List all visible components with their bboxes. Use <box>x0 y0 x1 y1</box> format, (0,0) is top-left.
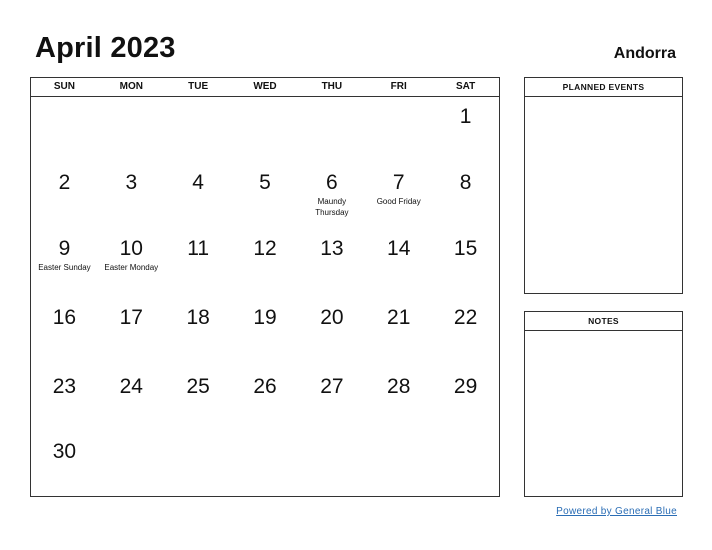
holiday-label: Good Friday <box>376 197 421 206</box>
day-cell <box>31 97 98 163</box>
weekday-mon: MON <box>119 81 143 92</box>
day-number: 19 <box>253 306 277 329</box>
day-cell <box>365 432 432 497</box>
day-number: 13 <box>320 237 344 260</box>
day-cell <box>298 163 365 229</box>
planned-events-panel <box>524 77 683 294</box>
day-cell <box>298 298 365 367</box>
holiday-label: Easter Sunday <box>38 263 91 272</box>
day-cell <box>232 163 299 229</box>
day-cell <box>232 97 299 163</box>
day-cell <box>31 298 98 367</box>
day-number: 22 <box>453 306 478 329</box>
day-cell <box>432 97 499 163</box>
day-number: 5 <box>259 171 271 194</box>
day-number: 17 <box>119 306 143 329</box>
day-cell <box>365 298 432 367</box>
day-number: 23 <box>52 375 77 398</box>
day-cell <box>165 367 232 432</box>
day-number: 12 <box>253 237 277 260</box>
day-cell <box>232 432 299 497</box>
calendar-grid <box>30 77 500 497</box>
day-number: 18 <box>186 306 210 329</box>
calendar-week-row <box>31 163 499 229</box>
calendar-week-row <box>31 367 499 432</box>
notes-panel <box>524 311 683 497</box>
day-number: 27 <box>320 375 344 398</box>
day-number: 15 <box>453 237 478 260</box>
weekday-header-row <box>31 78 499 97</box>
day-number: 28 <box>387 375 411 398</box>
day-number: 26 <box>253 375 277 398</box>
day-cell <box>298 97 365 163</box>
day-cell <box>31 432 98 497</box>
calendar-week-row <box>31 298 499 367</box>
weekday-sun: SUN <box>53 81 75 92</box>
day-cell <box>98 432 165 497</box>
weekday-fri: FRI <box>390 81 407 92</box>
day-cell <box>98 367 165 432</box>
day-cell <box>165 229 232 298</box>
day-cell <box>432 432 499 497</box>
day-number: 4 <box>192 171 204 194</box>
day-cell <box>31 229 98 298</box>
weekday-sat: SAT <box>455 81 476 92</box>
day-number: 8 <box>459 171 472 194</box>
day-number: 14 <box>387 237 411 260</box>
day-cell <box>365 229 432 298</box>
day-cell <box>31 367 98 432</box>
calendar-title: April 2023 <box>35 32 176 64</box>
day-number: 2 <box>58 171 71 194</box>
day-cell <box>298 229 365 298</box>
day-number: 29 <box>453 375 478 398</box>
day-number: 25 <box>186 375 210 398</box>
day-cell <box>298 432 365 497</box>
calendar-weeks <box>31 97 499 497</box>
country-name: Andorra <box>613 45 676 62</box>
holiday-label: Easter Monday <box>104 263 159 272</box>
calendar-week-row <box>31 97 499 163</box>
day-cell <box>365 367 432 432</box>
day-cell <box>432 367 499 432</box>
day-number: 10 <box>119 237 143 260</box>
day-cell <box>432 298 499 367</box>
notes-title: NOTES <box>525 312 682 331</box>
day-cell <box>165 97 232 163</box>
day-number: 21 <box>387 306 411 329</box>
planned-events-title: PLANNED EVENTS <box>525 78 682 97</box>
day-cell <box>98 163 165 229</box>
day-number: 3 <box>125 171 138 194</box>
day-cell <box>165 163 232 229</box>
day-number: 24 <box>119 375 143 398</box>
holiday-label: Maundy Thursday <box>315 197 349 217</box>
day-number: 20 <box>320 306 344 329</box>
day-cell <box>98 298 165 367</box>
day-cell <box>31 163 98 229</box>
day-number: 9 <box>58 237 71 260</box>
day-cell <box>165 298 232 367</box>
day-cell <box>365 163 432 229</box>
day-number: 11 <box>187 237 210 260</box>
day-number: 6 <box>326 171 338 194</box>
day-cell <box>432 163 499 229</box>
day-number: 30 <box>52 440 77 463</box>
day-number: 7 <box>392 171 405 194</box>
weekday-wed: WED <box>253 81 277 92</box>
powered-by-link[interactable]: Powered by General Blue <box>556 506 677 517</box>
weekday-tue: TUE <box>188 81 209 92</box>
day-number: 1 <box>459 105 472 128</box>
day-cell <box>232 367 299 432</box>
day-cell <box>298 367 365 432</box>
day-cell <box>98 97 165 163</box>
day-cell <box>232 298 299 367</box>
day-number: 16 <box>52 306 77 329</box>
day-cell <box>98 229 165 298</box>
day-cell <box>232 229 299 298</box>
calendar-week-row <box>31 229 499 298</box>
day-cell <box>432 229 499 298</box>
day-cell <box>165 432 232 497</box>
day-cell <box>365 97 432 163</box>
calendar-week-row <box>31 432 499 497</box>
weekday-thu: THU <box>321 81 343 92</box>
